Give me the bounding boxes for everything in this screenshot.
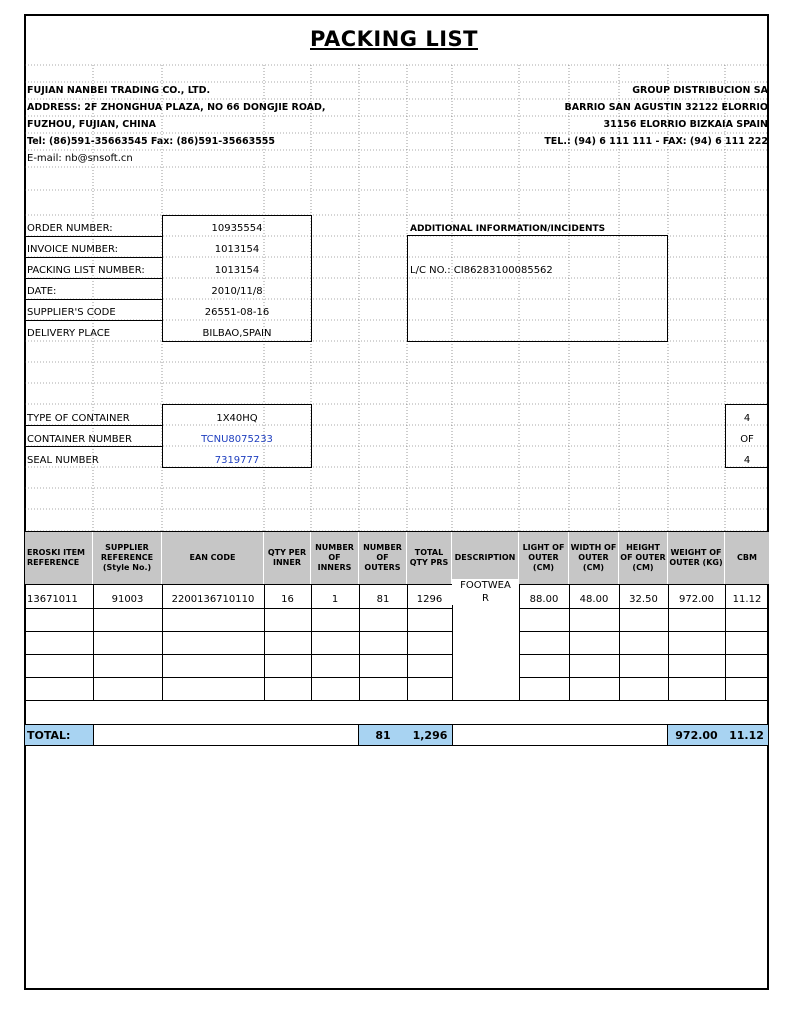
table-cell: 81 — [376, 594, 390, 605]
buyer-address-line2: 31156 ELORRIO BIZKAIA SPAIN — [603, 119, 768, 130]
table-cell: 1296 — [416, 594, 443, 605]
buyer-name: GROUP DISTRIBUCION SA — [632, 85, 768, 96]
table-cell: 32.50 — [629, 594, 658, 605]
lc-number: L/C NO.: CI86283100085562 — [410, 265, 553, 276]
invoice-number-label: INVOICE NUMBER: — [27, 244, 119, 255]
page-total: 4 — [743, 455, 751, 466]
suppliers-code-value: 26551-08-16 — [204, 307, 270, 318]
total-blank-cell — [93, 724, 359, 746]
supplier-name: FUJIAN NANBEI TRADING CO., LTD. — [27, 85, 211, 96]
table-cell: 48.00 — [579, 594, 609, 605]
packing-list-number-value: 1013154 — [214, 265, 260, 276]
order-number-value: 10935554 — [211, 223, 263, 234]
delivery-place-label: DELIVERY PLACE — [27, 328, 111, 339]
order-number-label: ORDER NUMBER: — [27, 223, 113, 234]
table-cell: 2200136710110 — [171, 594, 255, 605]
table-row-divider — [25, 700, 769, 701]
column-header: QTY PER INNER — [264, 532, 311, 584]
total-qty: 1,296 — [407, 725, 453, 745]
additional-info-heading: ADDITIONAL INFORMATION/INCIDENTS — [410, 224, 606, 234]
total-blank-cell-2 — [452, 724, 668, 746]
column-header: HEIGHT OF OUTER (CM) — [619, 532, 668, 584]
column-header: NUMBER OF INNERS — [311, 532, 359, 584]
table-cell: 16 — [281, 594, 294, 605]
column-header: NUMBER OF OUTERS — [359, 532, 407, 584]
buyer-phone: TEL.: (94) 6 111 111 - FAX: (94) 6 111 222 — [544, 136, 768, 147]
page-title: PACKING LIST — [310, 27, 478, 51]
total-outers: 81 — [359, 725, 407, 745]
container-number-label: CONTAINER NUMBER — [27, 434, 132, 445]
column-header: SUPPLIER REFERENCE (Style No.) — [93, 532, 162, 584]
column-header: TOTAL QTY PRS — [407, 532, 452, 584]
description-cell — [452, 579, 519, 605]
description-line1: FOOTWEA — [460, 580, 511, 591]
additional-info-box — [407, 235, 668, 342]
description-line2: R — [482, 593, 489, 604]
table-cell: 972.00 — [679, 594, 714, 605]
table-cell: 91003 — [111, 594, 144, 605]
column-header: LIGHT OF OUTER (CM) — [519, 532, 569, 584]
column-header: WEIGHT OF OUTER (KG) — [668, 532, 725, 584]
date-value: 2010/11/8 — [211, 286, 263, 297]
column-header: DESCRIPTION — [452, 532, 519, 584]
table-row-divider — [25, 654, 769, 655]
column-header: WIDTH OF OUTER (CM) — [569, 532, 619, 584]
packing-list-sheet — [24, 14, 769, 990]
packing-list-number-label: PACKING LIST NUMBER: — [27, 265, 145, 276]
total-label: TOTAL: — [25, 725, 93, 745]
description-merged-area — [453, 605, 519, 699]
table-row-divider — [25, 608, 769, 609]
table-cell: 88.00 — [529, 594, 559, 605]
supplier-email: E-mail: nb@snsoft.cn — [27, 153, 133, 164]
seal-number-value: 7319777 — [214, 455, 260, 466]
delivery-place-value: BILBAO,SPAIN — [202, 328, 272, 339]
total-cbm: 11.12 — [725, 725, 768, 745]
container-type-label: TYPE OF CONTAINER — [27, 413, 130, 424]
seal-number-label: SEAL NUMBER — [27, 455, 99, 466]
invoice-number-value: 1013154 — [214, 244, 260, 255]
container-number-value: TCNU8075233 — [201, 434, 273, 445]
table-cell: 13671011 — [27, 594, 78, 605]
supplier-address-line2: FUZHOU, FUJIAN, CHINA — [27, 119, 157, 130]
page-number: 4 — [743, 413, 751, 424]
column-header: EAN CODE — [162, 532, 264, 584]
column-header: EROSKI ITEM REFERENCE — [25, 532, 93, 584]
suppliers-code-label: SUPPLIER'S CODE — [27, 307, 116, 318]
container-type-value: 1X40HQ — [216, 413, 258, 424]
supplier-phone: Tel: (86)591-35663545 Fax: (86)591-35663555 — [27, 136, 276, 147]
table-row-divider — [25, 631, 769, 632]
supplier-address-line1: ADDRESS: 2F ZHONGHUA PLAZA, NO 66 DONGJIE ROAD, — [27, 102, 326, 113]
table-row-divider — [25, 677, 769, 678]
total-weight: 972.00 — [668, 725, 725, 745]
buyer-address-line1: BARRIO SAN AGUSTIN 32122 ELORRIO — [564, 102, 768, 113]
column-header: CBM — [725, 532, 769, 584]
table-cell: 1 — [331, 594, 339, 605]
date-label: DATE: — [27, 286, 57, 297]
page-of-label: OF — [740, 434, 754, 445]
table-cell: 11.12 — [732, 594, 762, 605]
